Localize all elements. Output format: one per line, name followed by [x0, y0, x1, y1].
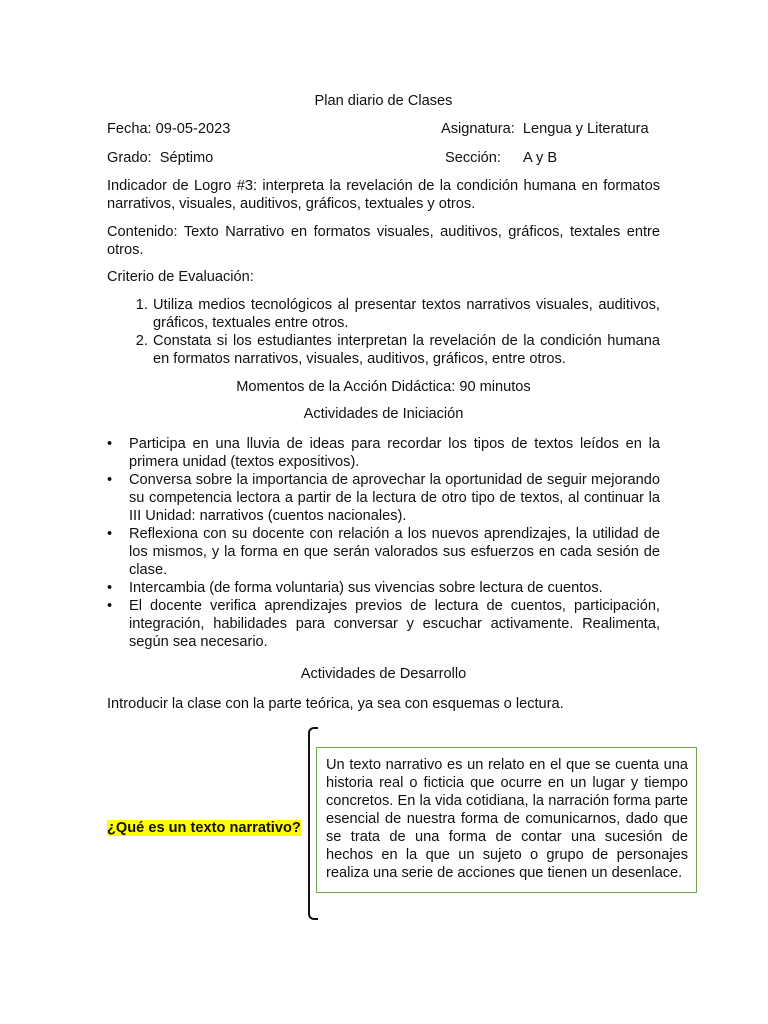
iniciacion-list [107, 435, 660, 651]
list-item [107, 525, 660, 579]
seccion-label: Sección: [445, 150, 501, 166]
definition-box [316, 747, 697, 893]
iniciacion-heading: Actividades de Iniciación [303, 406, 464, 422]
bullet-icon: • [107, 436, 113, 452]
bullet-icon: • [107, 526, 113, 542]
list-item-text: Reflexiona con su docente con relación a los nuevos aprendizajes, la utilidad de los mismos, y la forma en que serán valorados sus esfuerzos en cada sesión de clase. [129, 526, 660, 578]
fecha: Fecha: 09-05-2023 [107, 121, 231, 137]
contenido: Contenido: Texto Narrativo en formatos visuales, auditivos, gráficos, textales entre otros. [107, 224, 660, 258]
list-item-text: Conversa sobre la importancia de aprovechar la oportunidad de seguir mejorando su competencia lectora a partir de la lectura de otro tipo de textos, al continuar la III Unidad: narrativos (cuentos nacionales). [129, 472, 660, 524]
concepto-question [107, 819, 301, 837]
list-item-text: Intercambia (de forma voluntaria) sus vivencias sobre lectura de cuentos. [129, 580, 603, 596]
seccion [445, 149, 557, 167]
momentos-heading: Momentos de la Acción Didáctica: 90 minutos [236, 379, 531, 395]
bullet-icon: • [107, 598, 113, 614]
page-title: Plan diario de Clases [314, 93, 453, 109]
indicador-logro: Indicador de Logro #3: interpreta la revelación de la condición humana en formatos narrativos, visuales, auditivos, gráficos, textuales y otros. [107, 178, 660, 212]
list-item-text: Participa en una lluvia de ideas para recordar los tipos de textos leídos en la primera unidad (textos expositivos). [129, 436, 660, 470]
question-highlight: ¿Qué es un texto narrativo? [107, 820, 301, 836]
asignatura [441, 120, 649, 138]
grado: Grado: Séptimo [107, 150, 214, 166]
bullet-icon: • [107, 472, 113, 488]
definition-text: Un texto narrativo es un relato en el que se cuenta una historia real o ficticia que ocurre en un lugar y tiempo concretos. En la vida cotidiana, la narración forma parte esencial de nuestra forma de comunicarnos, dado que se trata de una forma de contar una sucesión de hechos en la que un sujeto o grupo de personajes realiza una serie de acciones que tienen un desenlace. [326, 757, 688, 881]
criterio-heading: Criterio de Evaluación: [107, 269, 254, 285]
asignatura-label: Asignatura: [441, 121, 515, 137]
list-item: 2. Constata si los estudiantes interpretan la revelación de la condición humana en formatos narrativos, visuales, auditivos, gráficos, entre otros. [152, 332, 660, 368]
seccion-value: A y B [523, 150, 558, 166]
criterio-list [107, 296, 660, 368]
desarrollo-intro: Introducir la clase con la parte teórica, ya sea con esquemas o lectura. [107, 696, 564, 712]
desarrollo-heading: Actividades de Desarrollo [300, 666, 467, 682]
list-item [107, 471, 660, 525]
list-item-text: El docente verifica aprendizajes previos de lectura de cuentos, participación, integración, habilidades para conversar y escuchar activamente. Realimenta, según sea necesario. [129, 598, 660, 650]
asignatura-value: Lengua y Literatura [522, 121, 649, 137]
list-item [107, 597, 660, 651]
bullet-icon: • [107, 580, 113, 596]
list-item [107, 579, 660, 597]
list-item [107, 435, 660, 471]
list-item: 1. Utiliza medios tecnológicos al presentar textos narrativos visuales, auditivos, gráficos, textuales entre otros. [152, 296, 660, 332]
